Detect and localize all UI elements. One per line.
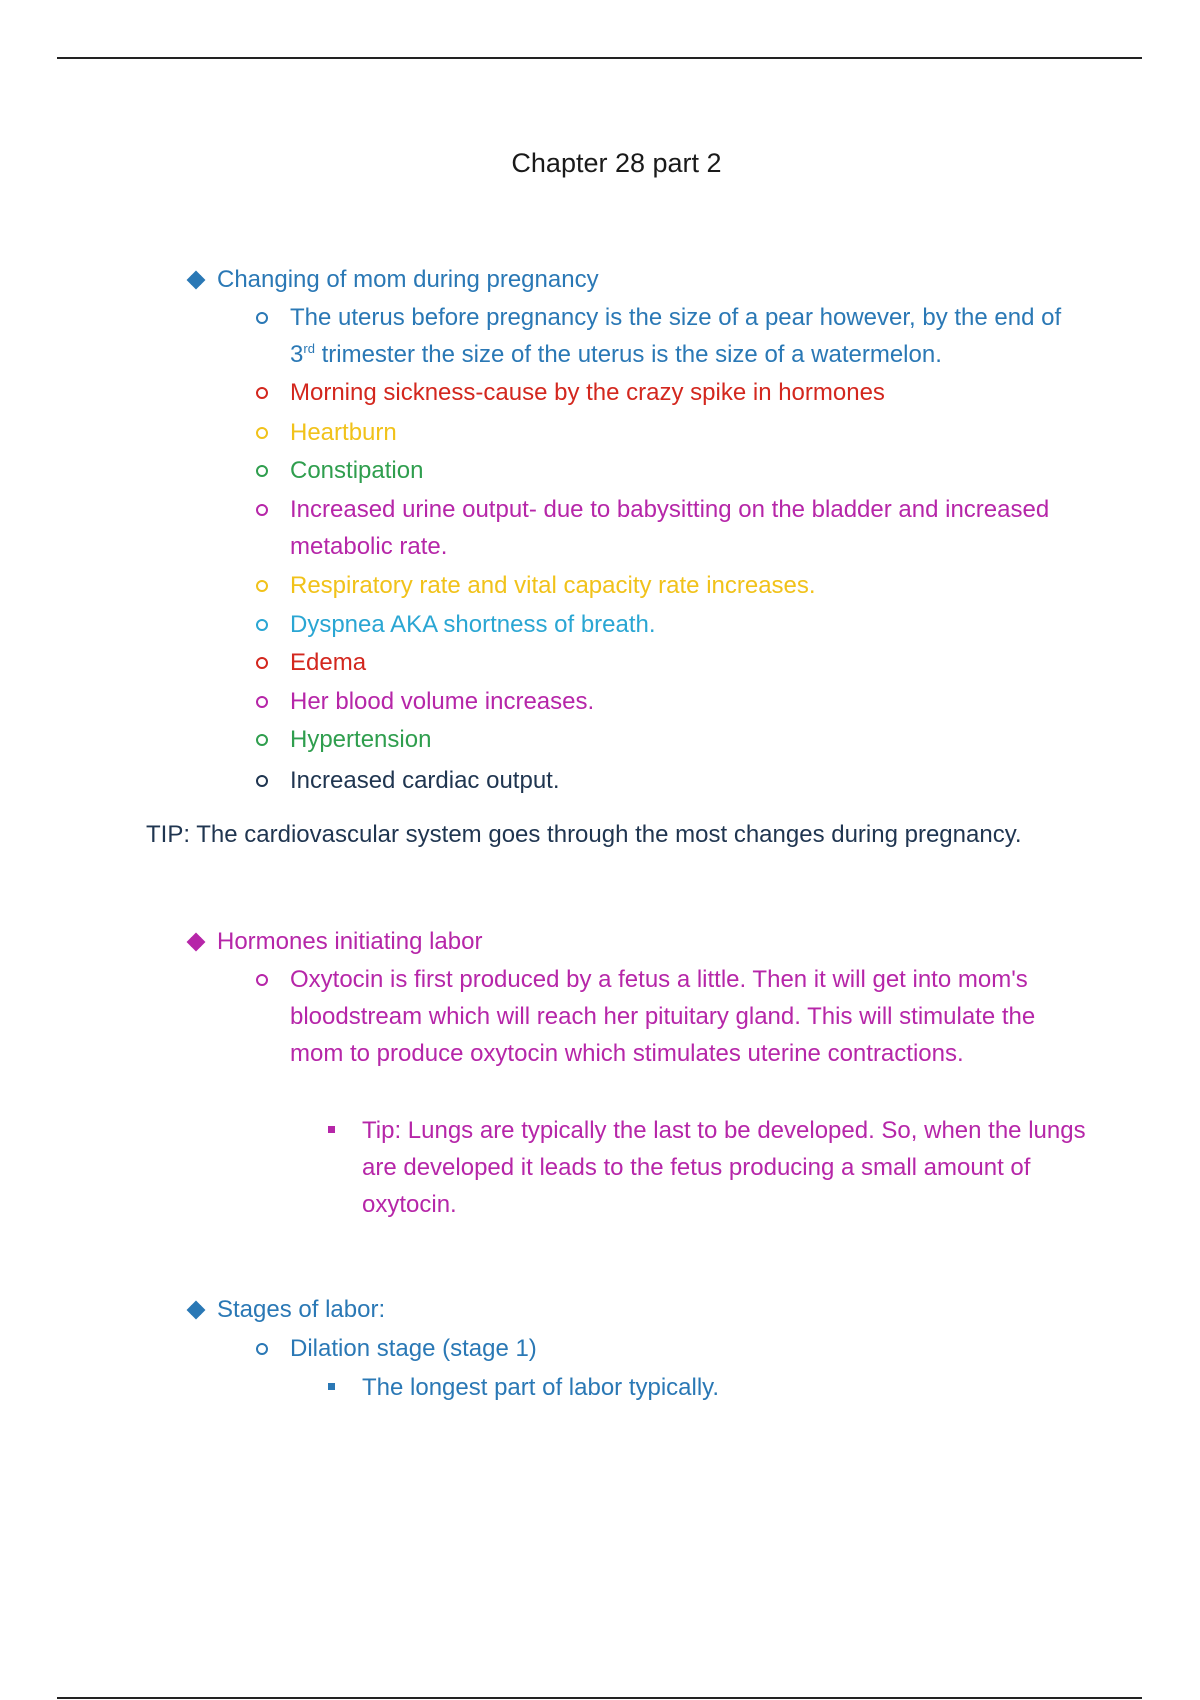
circle-bullet-icon [256,427,268,439]
section-heading-label: Hormones initiating labor [217,928,483,955]
section-heading-label: Changing of mom during pregnancy [217,266,599,293]
list-item-text: The uterus before pregnancy is the size of a pear however, by the end of 3rd trimester the size of the uterus is the size of a watermelon. [290,304,1062,368]
circle-bullet-icon [256,504,268,516]
list-item-text: Her blood volume increases. [290,688,595,715]
list-item-text: Increased cardiac output. [290,767,560,794]
square-bullet-icon [328,1383,335,1390]
circle-bullet-icon [256,657,268,669]
circle-bullet-icon [256,775,268,787]
circle-bullet-icon [256,312,268,324]
bottom-rule [57,1697,1142,1699]
circle-bullet-icon [256,974,268,986]
sub-list-item-text: The longest part of labor typically. [362,1374,720,1401]
top-rule [57,57,1142,59]
tip-note: TIP: The cardiovascular system goes through the most changes during pregnancy. [146,821,1022,848]
circle-bullet-icon [256,734,268,746]
list-item-text: Oxytocin is first produced by a fetus a little. Then it will get into mom's bloodstream which will reach her pituitary gland. This will stimulate the mom to produce oxytocin which stimulates uterine contractions. [290,966,1036,1067]
circle-bullet-icon [256,619,268,631]
list-item-text: Heartburn [290,419,397,446]
list-item-text: Dilation stage (stage 1) [290,1335,537,1362]
list-item-text: Constipation [290,457,424,484]
diamond-bullet-icon [185,262,207,298]
circle-bullet-icon [256,387,268,399]
sub-list-item-text: Tip: Lungs are typically the last to be developed. So, when the lungs are developed it leads to the fetus producing a small amount of oxytocin. [362,1117,1086,1218]
list-item-text: Increased urine output- due to babysitting on the bladder and increased metabolic rate. [290,496,1050,560]
circle-bullet-icon [256,465,268,477]
circle-bullet-icon [256,580,268,592]
square-bullet-icon [328,1126,335,1133]
page-title: Chapter 28 part 2 [511,148,722,178]
diamond-bullet-icon [185,924,207,960]
circle-bullet-icon [256,696,268,708]
list-item-text: Morning sickness-cause by the crazy spike in hormones [290,379,885,406]
list-item-text: Dyspnea AKA shortness of breath. [290,611,656,638]
diamond-bullet-icon [185,1292,207,1328]
list-item-text: Respiratory rate and vital capacity rate increases. [290,572,816,599]
circle-bullet-icon [256,1343,268,1355]
list-item-text: Hypertension [290,726,432,753]
list-item-text: Edema [290,649,367,676]
section-heading-label: Stages of labor: [217,1296,386,1323]
